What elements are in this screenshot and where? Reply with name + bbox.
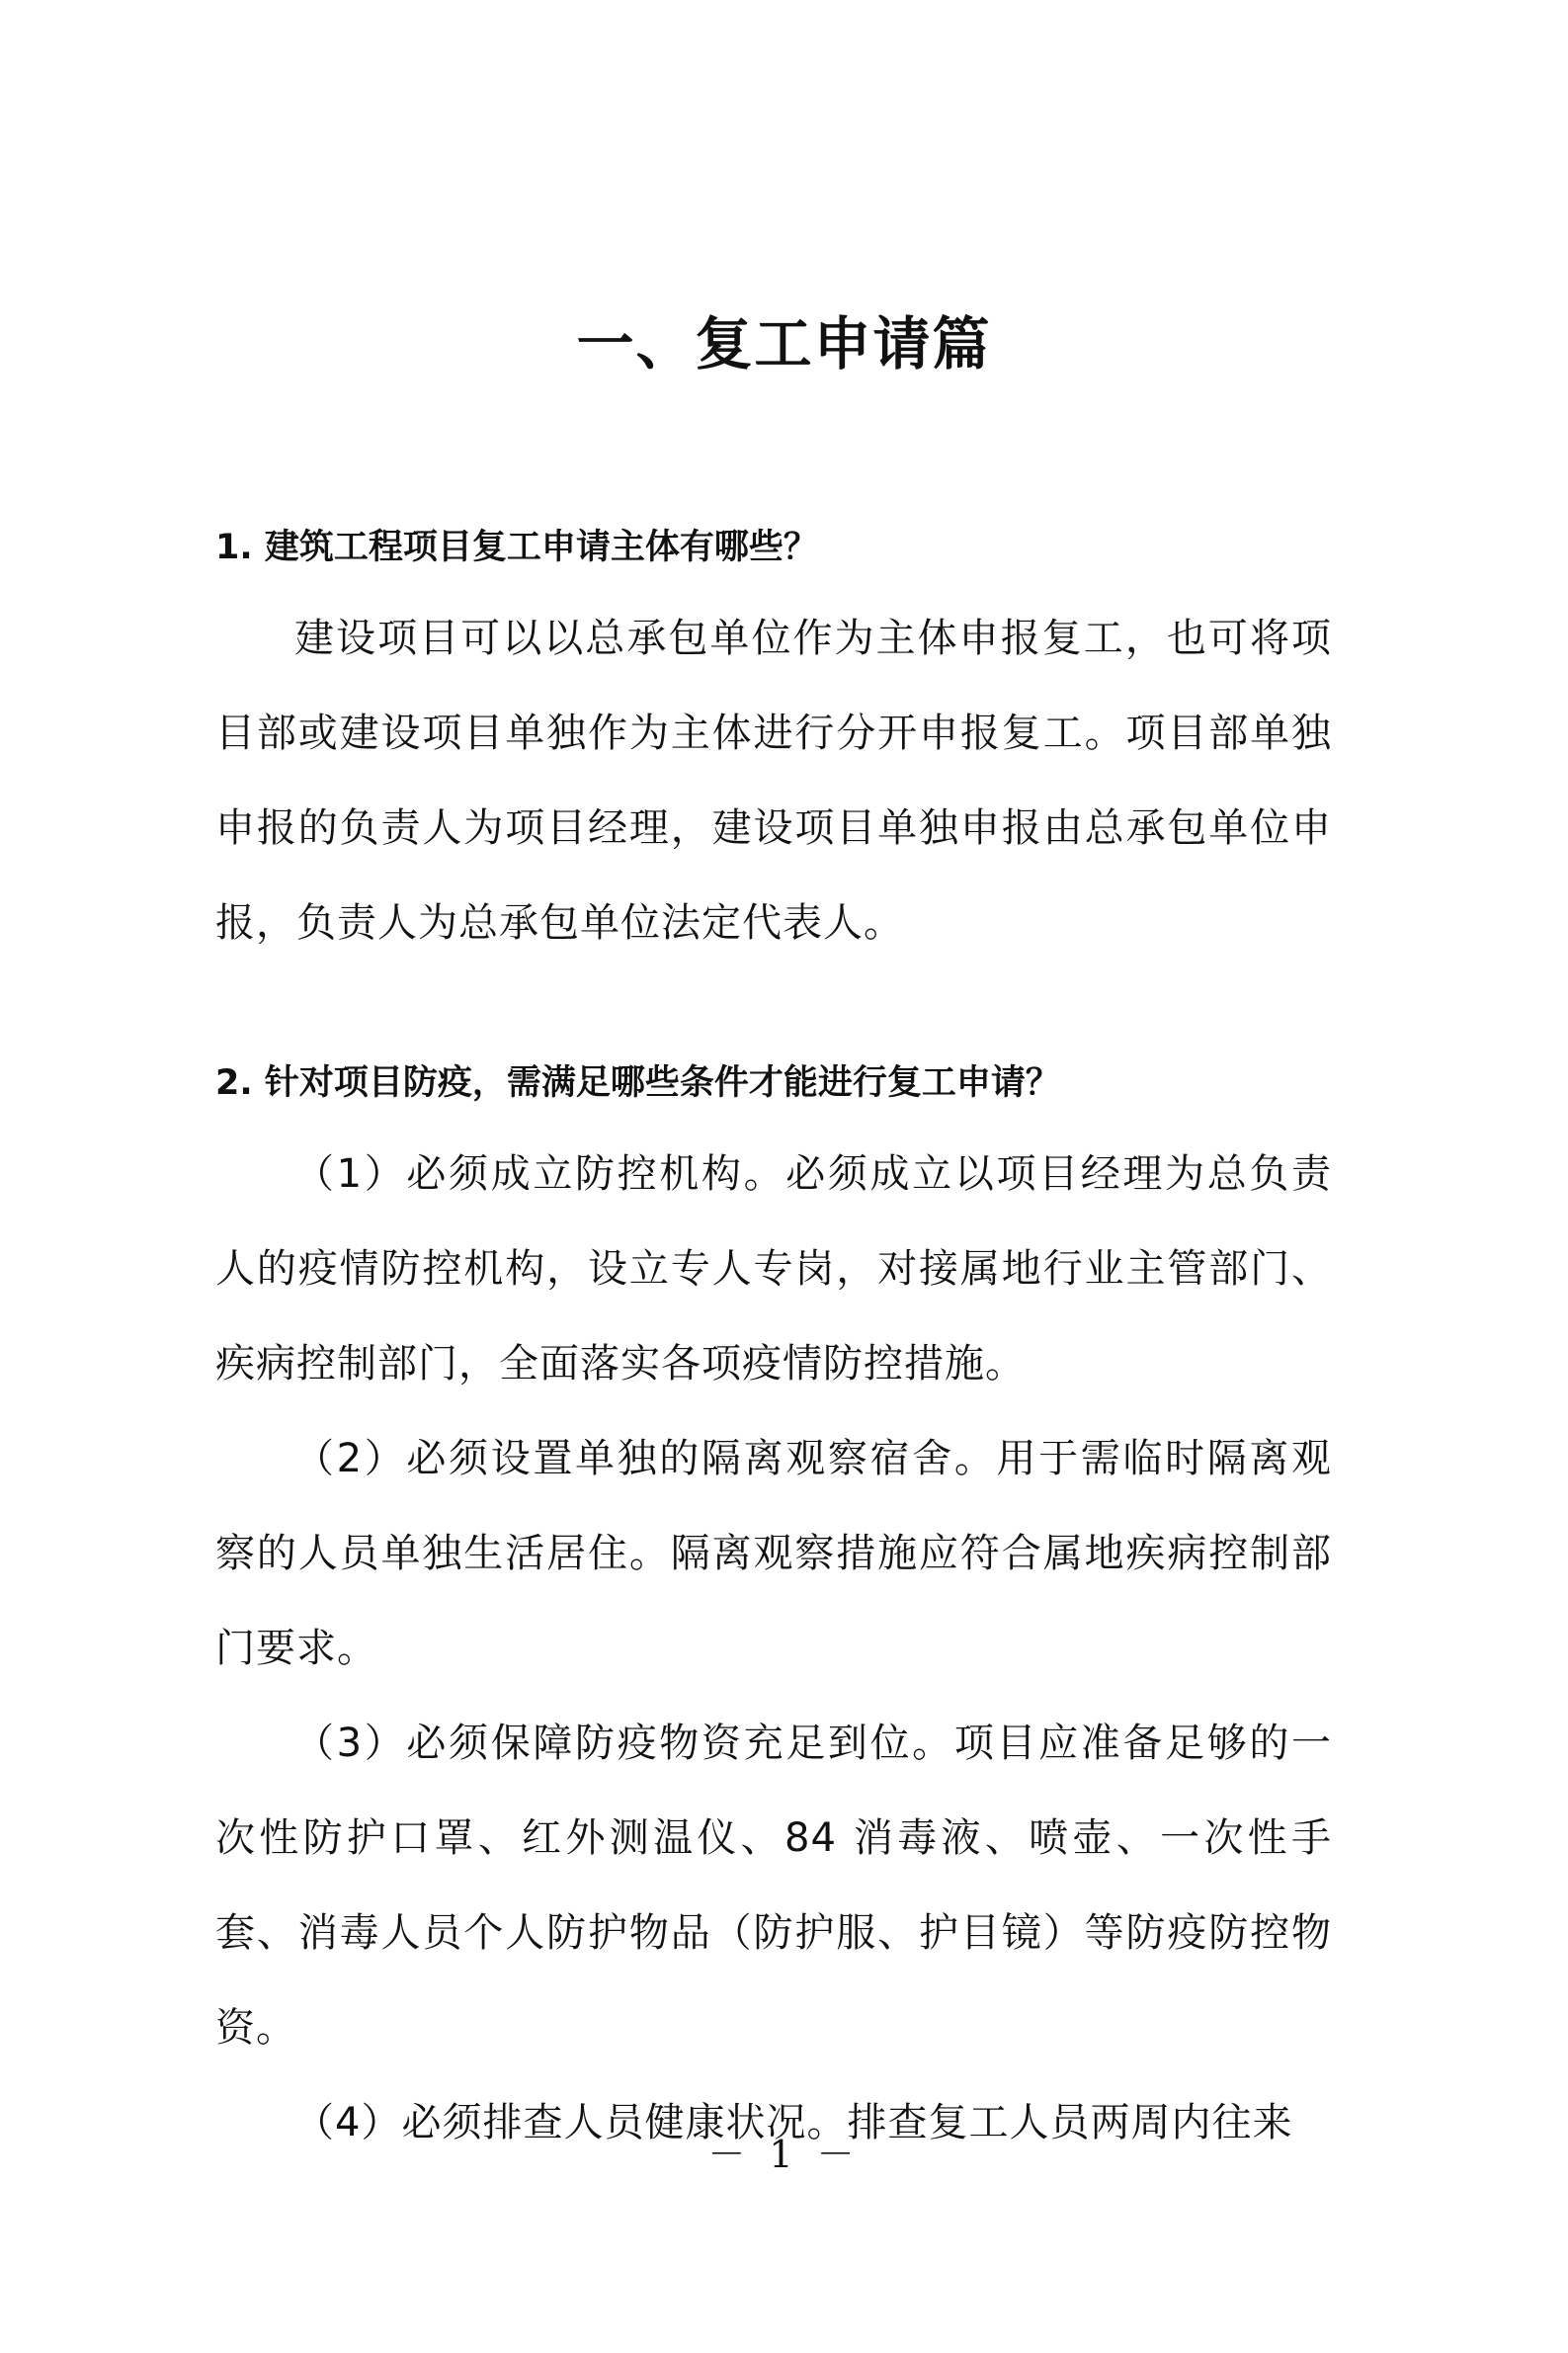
answer-1-paragraph-1: 建设项目可以以总承包单位作为主体申报复工，也可将项目部或建设项目单独作为主体进行分开申报复工。项目部单独申报的负责人为项目经理，建设项目单独申报由总承包单位申报，负责人为总承包单位法定代表人。 [215,616,1332,946]
answer-2-paragraph-2: （2）必须设置单独的隔离观察宿舍。用于需临时隔离观察的人员单独生活居住。隔离观察措施应符合属地疾病控制部门要求。 [215,1436,1332,1671]
page-title: 一、复工申请篇 [576,310,992,378]
question-1-heading: 1. 建筑工程项目复工申请主体有哪些？ [215,528,818,567]
section-1 [215,512,1332,970]
section-2 [215,1048,1332,2170]
document-body [215,512,1332,2170]
answer-2-paragraph-3: （3）必须保障防疫物资充足到位。项目应准备足够的一次性防护口罩、红外测温仪、84 消毒液、喷壶、一次性手套、消毒人员个人防护物品（防护服、护目镜）等防疫防控物资。 [215,1721,1332,2051]
answer-2-paragraph-4: （4）必须排查人员健康状况。排查复工人员两周内往来 [294,2100,1293,2145]
answer-2-paragraph-1: （1）必须成立防控机构。必须成立以项目经理为总负责人的疫情防控机构，设立专人专岗，对接属地行业主管部门、疾病控制部门，全面落实各项疫情防控措施。 [215,1151,1332,1387]
page-number: － 1 － [707,2133,861,2176]
question-2-heading: 2. 针对项目防疫，需满足哪些条件才能进行复工申请？ [215,1063,1060,1103]
